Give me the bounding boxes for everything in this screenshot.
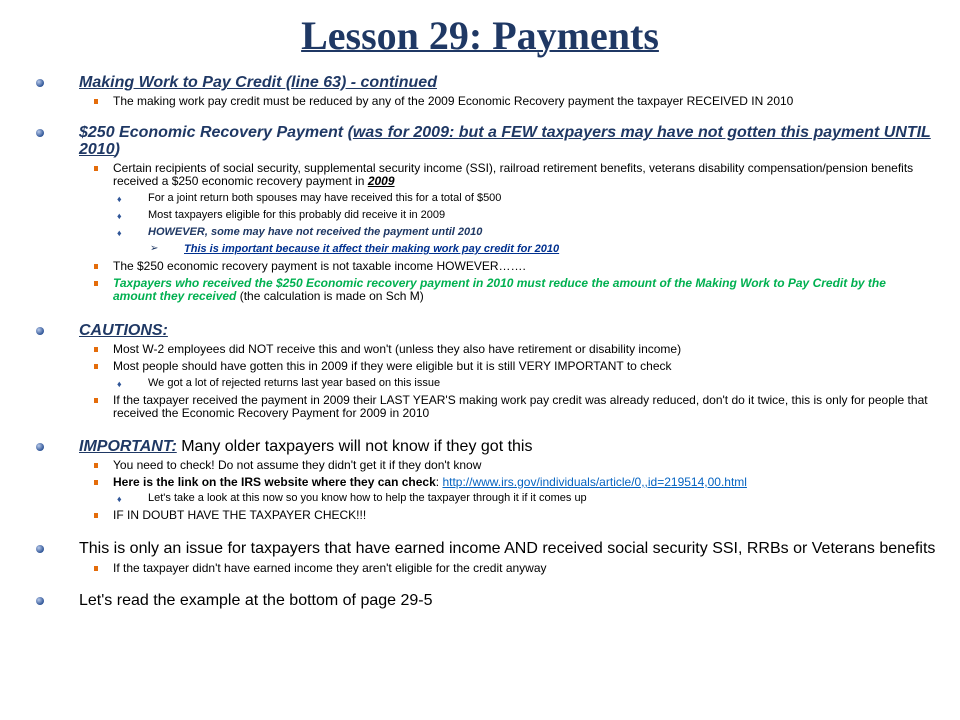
bullet-read-example bbox=[0, 592, 960, 609]
check-text: Most people should have gotten this in 2009 if they were eligible but it is still VERY IMPORTANT to check bbox=[113, 359, 672, 373]
item-most-received bbox=[0, 209, 960, 222]
irs-link-colon: : bbox=[435, 475, 443, 489]
sub-bullet-w2 bbox=[0, 343, 960, 356]
sub-bullet-not-eligible bbox=[0, 562, 960, 575]
square-bullet-icon bbox=[94, 99, 98, 104]
in-doubt-text: IF IN DOUBT HAVE THE TAXPAYER CHECK!!! bbox=[113, 508, 367, 522]
twice-text: If the taxpayer received the payment in 2009 their LAST YEAR'S making work pay credit was already reduced, don't do it twice, this is only for people that received the Economic Recovery Payment for 2009 in 2010 bbox=[113, 393, 928, 420]
diamond-bullet-icon: ♦ bbox=[117, 194, 122, 204]
recipients-text: Certain recipients of social security, supplemental security income (SSI), railroad retirement benefits, veterans disability compensation/pension benefits received a $250 economic recovery payment in bbox=[113, 161, 914, 188]
square-bullet-icon bbox=[94, 347, 98, 352]
important-label: IMPORTANT: bbox=[79, 438, 177, 455]
erp-heading-b: was for 2009: but a FEW taxpayers may have not gotten this payment UNTIL 2010 bbox=[79, 124, 931, 158]
sub-bullet-recipients bbox=[0, 162, 960, 188]
item-important-note bbox=[0, 243, 960, 256]
round-bullet-icon bbox=[36, 545, 44, 553]
square-bullet-icon bbox=[94, 364, 98, 369]
square-bullet-icon bbox=[94, 513, 98, 518]
round-bullet-icon bbox=[36, 597, 44, 605]
take-look-text: Let's take a look at this now so you know how to help the taxpayer through it if it comes up bbox=[148, 492, 587, 504]
sub-bullet-reduce bbox=[0, 95, 960, 108]
bullet-issue-only bbox=[0, 540, 960, 557]
important-text: Many older taxpayers will not know if they got this bbox=[176, 438, 533, 455]
slide-body bbox=[0, 74, 960, 609]
reduce-credit-rest: (the calculation is made on Sch M) bbox=[236, 289, 424, 303]
slide-title: Lesson 29: Payments bbox=[301, 13, 659, 58]
however-text: HOWEVER, some may have not received the payment until 2010 bbox=[148, 226, 483, 238]
square-bullet-icon bbox=[94, 166, 98, 171]
cautions-heading: CAUTIONS: bbox=[79, 322, 168, 339]
bullet-cautions bbox=[0, 322, 960, 339]
sub-bullet-reduce-credit bbox=[0, 277, 960, 303]
sub-bullet-not-taxable bbox=[0, 260, 960, 273]
round-bullet-icon bbox=[36, 327, 44, 335]
joint-return-text: For a joint return both spouses may have received this for a total of $500 bbox=[148, 192, 502, 204]
important-note-text: This is important because it affect their making work pay credit for 2010 bbox=[184, 243, 560, 255]
making-work-pay-heading: Making Work to Pay Credit (line 63) - continued bbox=[79, 74, 437, 91]
irs-link-label: Here is the link on the IRS website where they can check bbox=[113, 475, 436, 489]
diamond-bullet-icon: ♦ bbox=[117, 494, 122, 504]
square-bullet-icon bbox=[94, 480, 98, 485]
read-example-text: Let's read the example at the bottom of page 29-5 bbox=[79, 592, 433, 609]
recipients-year: 2009 bbox=[367, 174, 395, 188]
sub-bullet-irs-link bbox=[0, 476, 960, 489]
not-eligible-text: If the taxpayer didn't have earned income they aren't eligible for the credit anyway bbox=[113, 561, 547, 575]
round-bullet-icon bbox=[36, 443, 44, 451]
round-bullet-icon bbox=[36, 79, 44, 87]
diamond-bullet-icon: ♦ bbox=[117, 228, 122, 238]
erp-heading-a: $250 Economic Recovery Payment ( bbox=[79, 124, 353, 141]
irs-link[interactable]: http://www.irs.gov/individuals/article/0,,id=219514,00.html bbox=[442, 475, 747, 489]
w2-text: Most W-2 employees did NOT receive this and won't (unless they also have retirement or disability income) bbox=[113, 342, 682, 356]
sub-bullet-check bbox=[0, 360, 960, 373]
issue-only-text: This is only an issue for taxpayers that have earned income AND received social security SSI, RRBs or Veterans benefits bbox=[79, 540, 936, 557]
erp-heading-c: ) bbox=[114, 141, 120, 158]
sub-bullet-twice bbox=[0, 394, 960, 420]
diamond-bullet-icon: ♦ bbox=[117, 211, 122, 221]
item-joint-return bbox=[0, 192, 960, 205]
need-check-text: You need to check! Do not assume they didn't get it if they don't know bbox=[113, 458, 482, 472]
square-bullet-icon bbox=[94, 566, 98, 571]
reduce-text: The making work pay credit must be reduced by any of the 2009 Economic Recovery payment the taxpayer RECEIVED IN 2010 bbox=[113, 94, 794, 108]
item-take-look bbox=[0, 492, 960, 505]
square-bullet-icon bbox=[94, 463, 98, 468]
item-rejected bbox=[0, 377, 960, 390]
rejected-text: We got a lot of rejected returns last year based on this issue bbox=[148, 377, 441, 389]
bullet-economic-recovery bbox=[0, 124, 960, 158]
square-bullet-icon bbox=[94, 398, 98, 403]
arrow-bullet-icon: ➢ bbox=[150, 243, 159, 254]
bullet-making-work-pay bbox=[0, 74, 960, 91]
sub-bullet-in-doubt bbox=[0, 509, 960, 522]
square-bullet-icon bbox=[94, 281, 98, 286]
diamond-bullet-icon: ♦ bbox=[117, 379, 122, 389]
reduce-credit-green: Taxpayers who received the $250 Economic recovery payment in 2010 must reduce the amount of the Making Work to Pay Credit by the amount they received bbox=[113, 276, 886, 303]
square-bullet-icon bbox=[94, 264, 98, 269]
bullet-important bbox=[0, 438, 960, 455]
not-taxable-text: The $250 economic recovery payment is not taxable income HOWEVER……. bbox=[113, 259, 526, 273]
sub-bullet-need-check bbox=[0, 459, 960, 472]
item-however bbox=[0, 226, 960, 239]
round-bullet-icon bbox=[36, 129, 44, 137]
most-received-text: Most taxpayers eligible for this probably did receive it in 2009 bbox=[148, 209, 446, 221]
